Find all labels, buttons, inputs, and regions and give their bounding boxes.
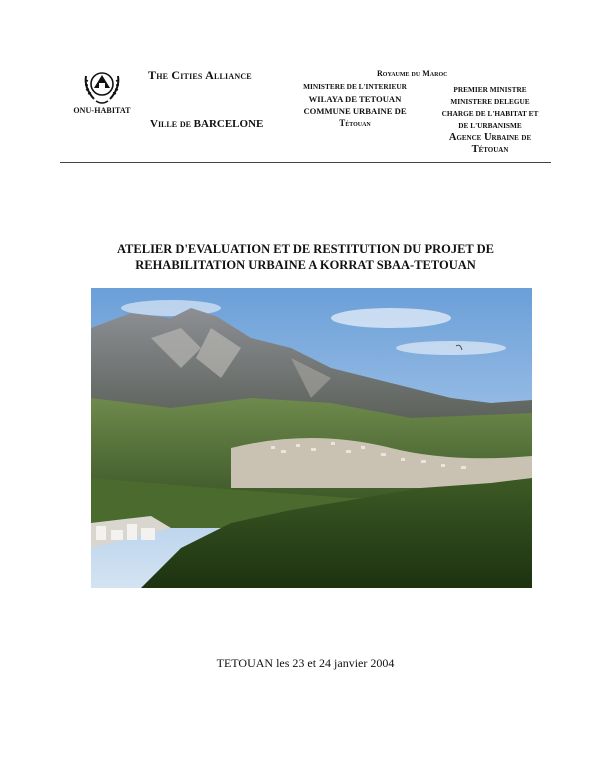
royaume-heading: Royaume du Maroc bbox=[377, 69, 448, 78]
ministere-interieur-block bbox=[293, 81, 417, 129]
charge-habitat-line: CHARGE DE L'HABITAT ET bbox=[441, 109, 539, 118]
un-habitat-logo-icon bbox=[80, 66, 124, 106]
commune-line: COMMUNE URBAINE DE bbox=[303, 106, 407, 116]
premier-ministre-line: PREMIER MINISTRE bbox=[453, 85, 527, 94]
urbanisme-line: DE L'URBANISME bbox=[458, 121, 522, 130]
wilaya-line: WILAYA DE TETOUAN bbox=[308, 94, 402, 104]
date-location-line: TETOUAN les 23 et 24 janvier 2004 bbox=[216, 656, 395, 670]
title-line-1: ATELIER D'EVALUATION ET DE RESTITUTION DU PROJET DE bbox=[116, 242, 495, 256]
premier-ministre-block bbox=[425, 84, 555, 156]
title-line-2: REHABILITATION URBAINE A KORRAT SBAA-TETOUAN bbox=[135, 258, 476, 272]
agence-urbaine-line: Agence Urbaine de bbox=[448, 132, 532, 143]
header-divider bbox=[60, 162, 551, 163]
onu-habitat-label: ONU-HABITAT bbox=[73, 106, 131, 115]
tetouan-right-line: Tétouan bbox=[471, 144, 509, 155]
cities-alliance-heading: The Cities Alliance bbox=[148, 68, 252, 82]
tetouan-left-line: Tétouan bbox=[339, 118, 371, 128]
document-title bbox=[60, 241, 551, 273]
landscape-photo bbox=[91, 288, 532, 588]
ministere-interieur-line: MINISTERE DE L'INTERIEUR bbox=[303, 82, 407, 91]
ministere-delegue-line: MINISTERE DELEGUE bbox=[450, 97, 530, 106]
ville-barcelone-heading: Ville de BARCELONE bbox=[150, 118, 264, 130]
